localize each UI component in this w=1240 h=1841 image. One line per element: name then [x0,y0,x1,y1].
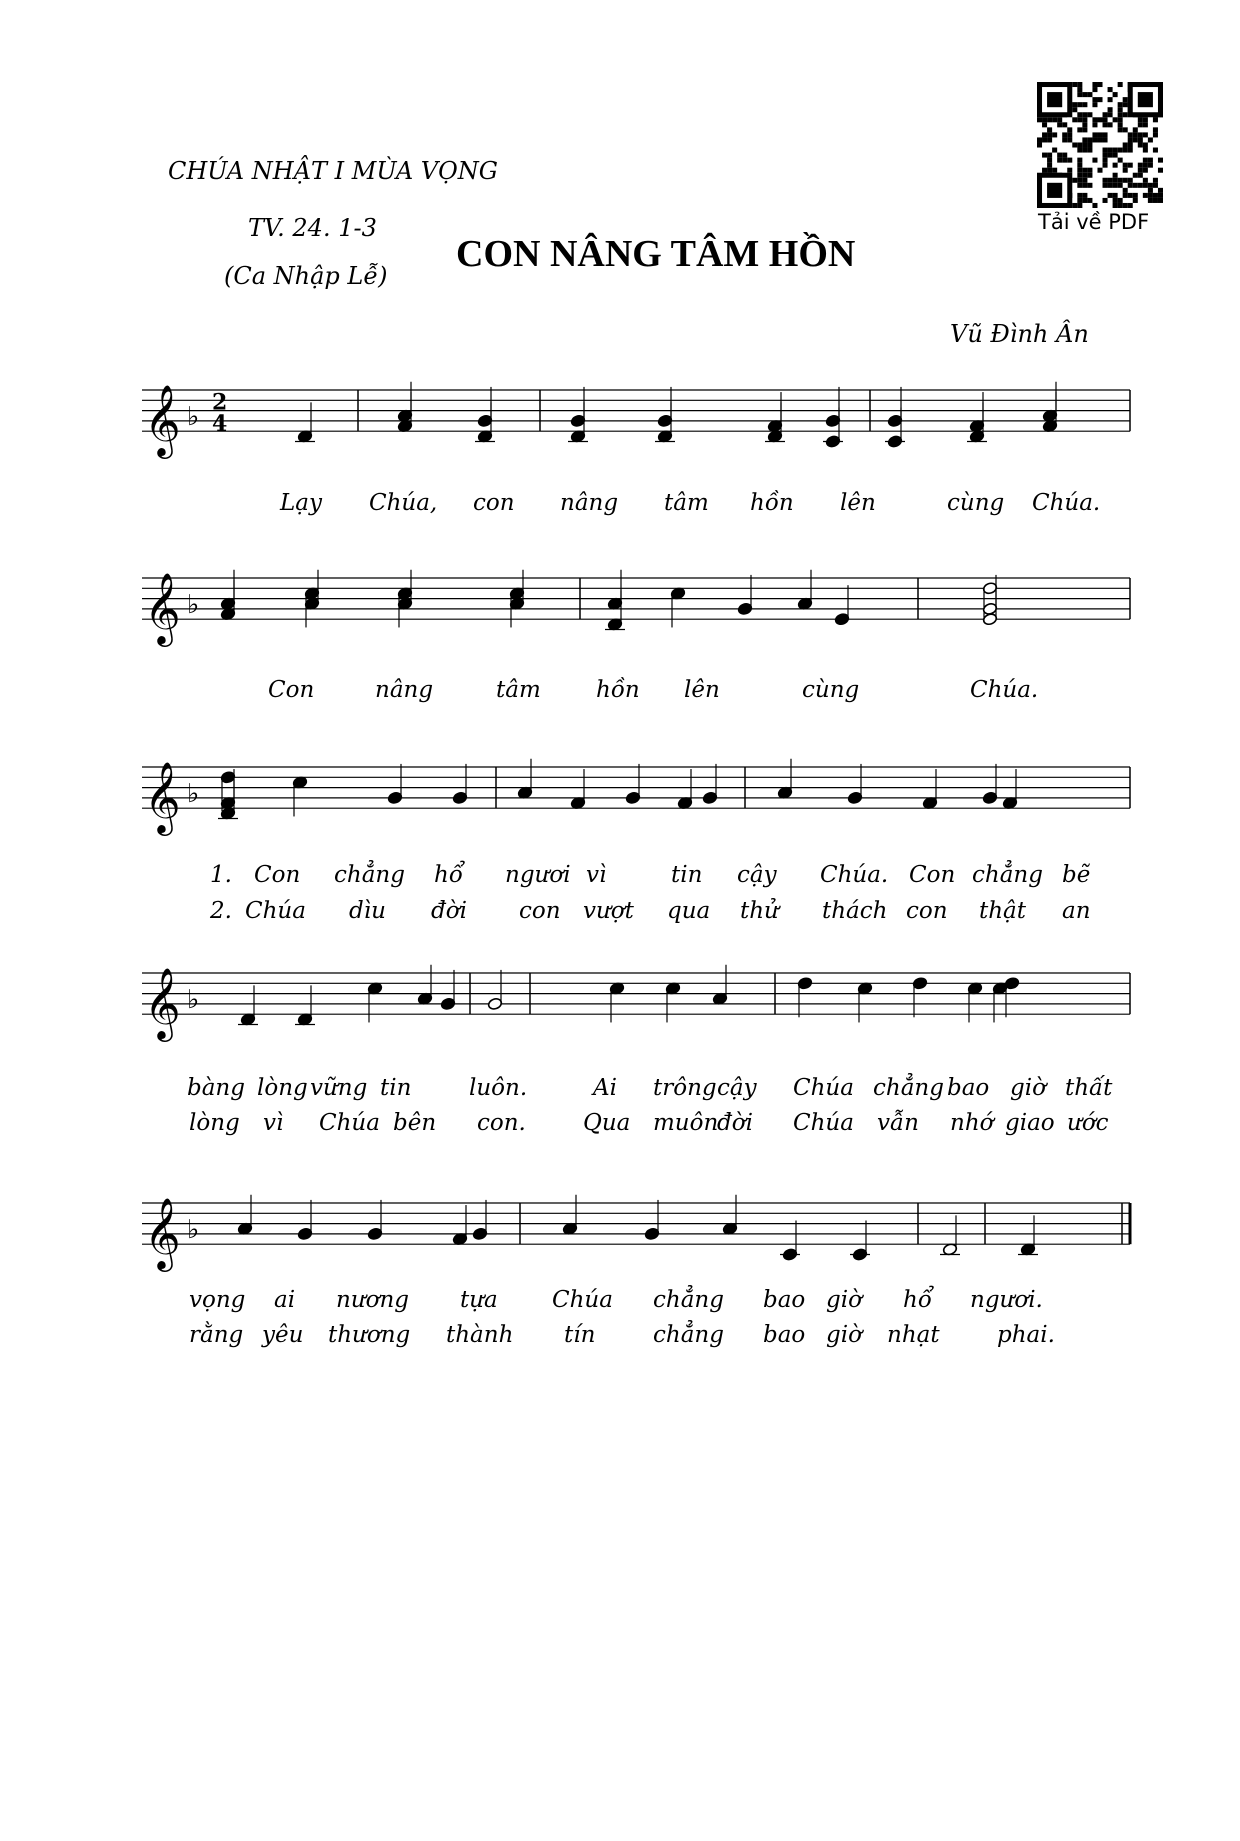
composer: Vũ Đình Ân [950,320,1089,348]
lyric-word: tin [671,862,703,888]
lyric-word: muôn [653,1110,719,1136]
lyric-word: vững [310,1075,368,1101]
occasion-label: CHÚA NHẬT I MÙA VỌNG [168,157,498,185]
lyric-word: dìu [349,898,386,924]
lyric-word: Chúa [319,1110,380,1136]
lyric-word: an [1062,898,1091,924]
lyric-word: ước [1067,1110,1109,1136]
lyric-word: Chúa [245,898,306,924]
treble-clef-icon: 𝄞 [144,571,181,645]
lyric-word: Chúa, [369,490,438,516]
lyric-word: giờ [826,1322,862,1348]
lyric-word: chẳng [653,1322,724,1348]
lyric-word: lên [840,490,876,516]
lyric-word: vẫn [877,1110,919,1136]
lyric-word: đời [431,898,467,924]
lyric-word: tín [564,1322,596,1348]
lyric-word: giao [1005,1110,1055,1136]
treble-clef-icon: 𝄞 [144,383,181,457]
lyric-word: vì [586,862,607,888]
lyric-word: nhạt [887,1322,940,1348]
lyric-word: đời [717,1110,753,1136]
treble-clef-icon: 𝄞 [144,966,181,1040]
lyric-word: thất [1065,1075,1113,1101]
download-pdf-link[interactable]: Tải về PDF [1038,210,1150,234]
lyric-word: Chúa. [1032,490,1101,516]
lyric-word: Con [254,862,301,888]
lyric-word: bàng [187,1075,245,1101]
lyric-word: Chúa. [970,677,1039,703]
lyric-word: yêu [262,1322,304,1348]
lyric-word: ai [274,1287,296,1313]
lyric-word: con [473,490,515,516]
lyric-word: lên [684,677,720,703]
lyric-word: tựa [460,1287,498,1313]
lyric-word: qua [667,898,711,924]
lyric-word: vượt [583,898,634,924]
time-signature-bottom: 4 [212,411,228,438]
lyric-word: con [906,898,948,924]
lyric-word: vì [263,1110,284,1136]
lyric-word: nâng [375,677,434,703]
lyric-word: rằng [189,1322,244,1348]
lyric-word: nâng [560,490,619,516]
lyric-word: con. [477,1110,526,1136]
treble-clef-icon: 𝄞 [144,760,181,834]
lyric-word: Lạy [280,490,322,516]
lyric-word: hồn [596,677,640,703]
lyric-word: tâm [496,677,541,703]
lyric-word: ngươi [505,862,571,888]
lyric-word: hồn [750,490,794,516]
lyric-word: thương [328,1322,411,1348]
lyric-word: bao [947,1075,990,1101]
lyric-word: nhớ [950,1110,994,1136]
flat-sign-icon: ♭ [187,778,200,809]
lyric-word: tâm [664,490,709,516]
flat-sign-icon: ♭ [187,1214,200,1245]
lyric-word: giờ [1010,1075,1046,1101]
flat-sign-icon: ♭ [187,589,200,620]
lyric-word: thành [446,1322,514,1348]
lyric-word: ngươi. [970,1287,1043,1313]
lyric-word: lòng [257,1075,308,1101]
lyric-word: bao [763,1287,806,1313]
lyric-word: vọng [189,1287,246,1313]
lyric-word: Ai [593,1075,617,1101]
lyric-word: Qua [583,1110,631,1136]
flat-sign-icon: ♭ [187,984,200,1015]
lyric-word: 1. [210,862,232,888]
lyric-word: Con [268,677,315,703]
lyric-word: trông [653,1075,717,1101]
lyric-word: cùng [947,490,1005,516]
lyric-word: con [519,898,561,924]
lyric-word: hổ [434,862,463,888]
lyric-word: bao [763,1322,806,1348]
lyric-word: tin [380,1075,412,1101]
lyric-word: luôn. [469,1075,528,1101]
lyric-word: cậy [717,1075,757,1101]
lyric-word: 2. [210,898,232,924]
lyric-word: thật [979,898,1027,924]
time-signature-top: 2 [212,389,228,416]
lyric-word: Con [909,862,956,888]
lyric-word: hổ [903,1287,932,1313]
lyric-word: chẳng [334,862,405,888]
lyric-word: cậy [737,862,777,888]
psalm-reference: TV. 24. 1-3 [248,214,377,242]
lyric-word: chẳng [873,1075,944,1101]
lyric-word: lòng [189,1110,240,1136]
flat-sign-icon: ♭ [187,401,200,432]
lyric-word: bẽ [1062,862,1091,888]
lyric-word: Chúa. [820,862,889,888]
lyric-word: phai. [997,1322,1055,1348]
lyric-word: bên [393,1110,437,1136]
lyric-word: thách [822,898,888,924]
lyric-word: cùng [802,677,860,703]
lyric-word: Chúa [793,1075,854,1101]
lyric-word: Chúa [552,1287,613,1313]
lyric-word: giờ [826,1287,862,1313]
lyric-word: chẳng [653,1287,724,1313]
lyric-word: nương [336,1287,410,1313]
usage-label: (Ca Nhập Lễ) [224,262,388,290]
song-title: CON NÂNG TÂM HỒN [456,233,856,275]
lyric-word: Chúa [793,1110,854,1136]
treble-clef-icon: 𝄞 [144,1196,181,1270]
lyric-word: thử [740,898,779,924]
lyric-word: chẳng [972,862,1043,888]
